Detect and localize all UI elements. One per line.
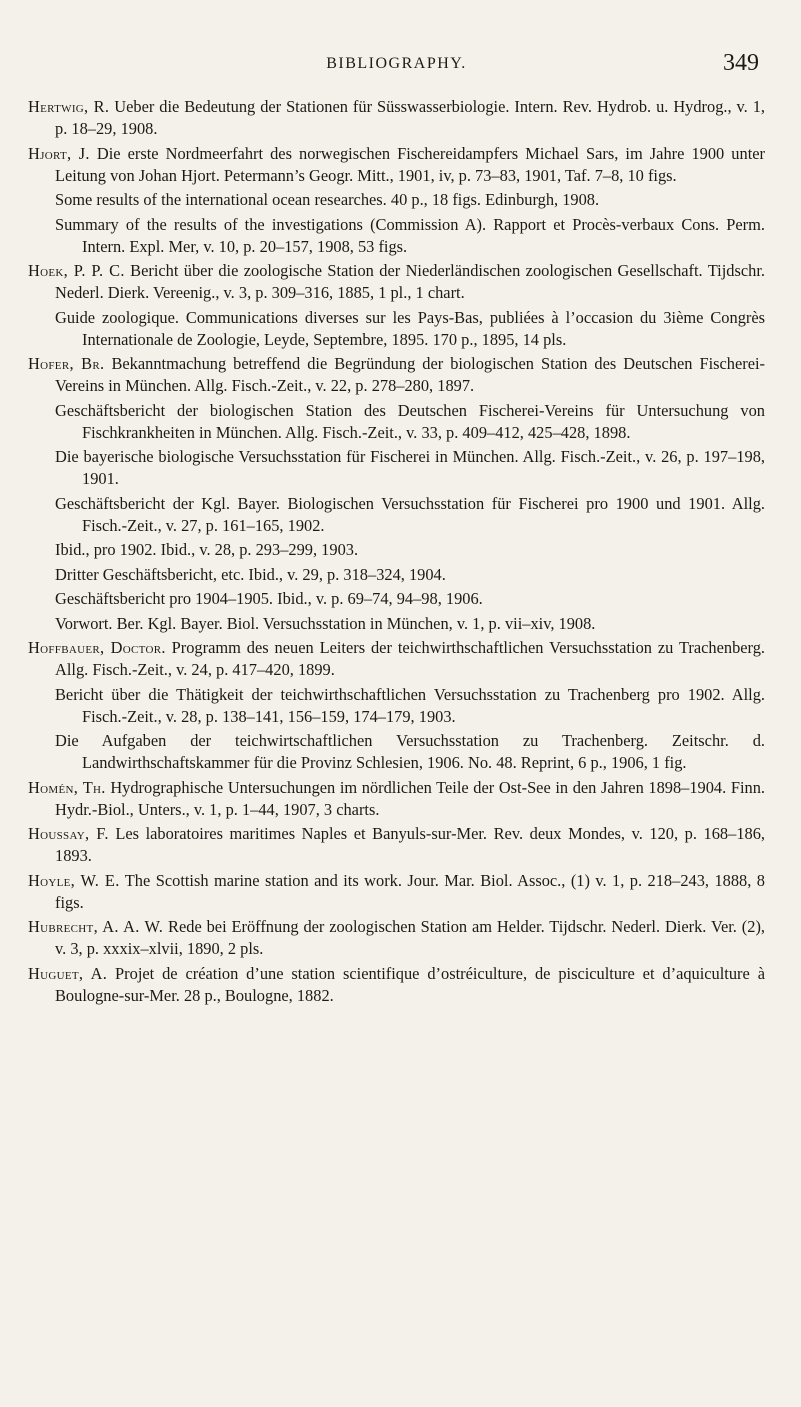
entry-text: Bericht über die zoologische Station der Niederländischen zoologischen Gesellschaft. Tijdschr. Nederl. Dierk. Vereenig., v. 3, p. 309–316, 1885, 1 pl., 1 chart. bbox=[55, 261, 765, 302]
entry-text: Programm des neuen Leiters der teichwirthschaftlichen Versuchsstation zu Trachenberg. Allg. Fisch.-Zeit., v. 24, p. 417–420, 1899. bbox=[55, 638, 765, 679]
entry-text: Projet de création d’une station scientifique d’ostréiculture, de pisciculture et d’aquiculture à Boulogne-sur-Mer. 28 p., Boulogne, 1882. bbox=[55, 963, 765, 1005]
running-title: BIBLIOGRAPHY. bbox=[326, 55, 467, 72]
entry-text: Bekanntmachung betreffend die Begründung der biologischen Station des Deutschen Fischerei-Vereins in München. Allg. Fisch.-Zeit., v. 22, p. 278–280, 1897. bbox=[55, 354, 765, 395]
bibliography-entry bbox=[55, 493, 765, 537]
bibliography-entry bbox=[55, 613, 765, 635]
bibliography-entry bbox=[28, 353, 765, 397]
entry-text: Les laboratoires maritimes Naples et Banyuls-sur-Mer. Rev. deux Mondes, v. 120, p. 168–186, 1893. bbox=[55, 824, 765, 865]
entry-author: Hoffbauer, Doctor. bbox=[28, 638, 166, 657]
entry-author: Hjort, J. bbox=[28, 143, 90, 163]
bibliography-entry bbox=[28, 916, 765, 960]
bibliography-entry bbox=[55, 214, 765, 258]
entry-author: Hoek, P. P. C. bbox=[28, 261, 125, 280]
bibliography-entry bbox=[55, 539, 765, 561]
entry-text: Geschäftsbericht der biologischen Station des Deutschen Fischerei-Vereins für Untersuchung von Fischkrankheiten in München. Allg. Fisch.-Zeit., v. 33, p. 409–412, 425–428, 1898. bbox=[55, 400, 765, 442]
bibliography-entry bbox=[28, 823, 765, 867]
bibliography-list bbox=[28, 96, 765, 1007]
entry-text: Bericht über die Thätigkeit der teichwirthschaftlichen Versuchsstation zu Trachenberg pro 1902. Allg. Fisch.-Zeit., v. 28, p. 138–141, 156–159, 174–179, 1903. bbox=[55, 684, 765, 726]
bibliography-entry bbox=[28, 637, 765, 681]
entry-author: Huguet, A. bbox=[28, 963, 108, 983]
entry-text: Geschäftsbericht der Kgl. Bayer. Biologischen Versuchsstation für Fischerei pro 1900 und 1901. Allg. Fisch.-Zeit., v. 27, p. 161–165, 1902. bbox=[55, 493, 765, 535]
page-number: 349 bbox=[723, 50, 759, 76]
bibliography-entry bbox=[28, 143, 765, 187]
bibliography-entry bbox=[28, 963, 765, 1007]
entry-text: Die bayerische biologische Versuchsstation für Fischerei in München. Allg. Fisch.-Zeit., v. 26, p. 197–198, 1901. bbox=[55, 447, 765, 488]
entry-text: Die erste Nordmeerfahrt des norwegischen Fischereidampfers Michael Sars, im Jahre 1900 unter Leitung von Johan Hjort. Petermann’s Geogr. Mitt., 1901, iv, p. 73–83, 1901, Taf. 7–8, 10 figs. bbox=[55, 143, 765, 185]
entry-text: Vorwort. Ber. Kgl. Bayer. Biol. Versuchsstation in München, v. 1, p. vii–xiv, 1908. bbox=[55, 613, 596, 633]
entry-author: Hertwig, R. bbox=[28, 97, 110, 116]
bibliography-entry bbox=[28, 777, 765, 821]
bibliography-entry bbox=[55, 189, 765, 211]
bibliography-entry bbox=[55, 446, 765, 490]
running-head bbox=[28, 50, 765, 80]
entry-author: Hofer, Br. bbox=[28, 354, 105, 373]
entry-text: Some results of the international ocean researches. 40 p., 18 figs. Edinburgh, 1908. bbox=[55, 190, 600, 209]
entry-text: Hydrographische Untersuchungen im nördlichen Teile der Ost-See in den Jahren 1898–1904. Finn. Hydr.-Biol., Unters., v. 1, p. 1–44, 1907, 3 charts. bbox=[55, 777, 765, 819]
entry-text: The Scottish marine station and its work. Jour. Mar. Biol. Assoc., (1) v. 1, p. 218–243, 1888, 8 figs. bbox=[55, 870, 765, 912]
entry-text: Summary of the results of the investigations (Commission A). Rapport et Procès-verbaux Cons. Perm. Intern. Expl. Mer, v. 10, p. 20–157, 1908, 53 figs. bbox=[55, 214, 765, 256]
bibliography-entry bbox=[28, 96, 765, 140]
entry-text: Geschäftsbericht pro 1904–1905. Ibid., v. p. 69–74, 94–98, 1906. bbox=[55, 589, 483, 608]
bibliography-entry bbox=[28, 260, 765, 304]
bibliography-entry bbox=[28, 870, 765, 914]
entry-text: Guide zoologique. Communications diverses sur les Pays-Bas, publiées à l’occasion du 3ième Congrès Internationale de Zoologie, Leyde, Septembre, 1895. 170 p., 1895, 14 pls. bbox=[55, 307, 765, 349]
entry-text: Rede bei Eröffnung der zoologischen Station am Helder. Tijdschr. Nederl. Dierk. Ver. (2), v. 3, p. xxxix–xlvii, 1890, 2 pls. bbox=[55, 917, 765, 958]
bibliography-entry bbox=[55, 307, 765, 351]
bibliography-entry bbox=[55, 730, 765, 774]
entry-text: Die Aufgaben der teichwirtschaftlichen Versuchsstation zu Trachenberg. Zeitschr. d. Landwirthschaftskammer für die Provinz Schlesien, 1906. No. 48. Reprint, 6 p., 1906, 1 fig. bbox=[55, 731, 765, 772]
entry-author: Homén, Th. bbox=[28, 777, 106, 797]
bibliography-entry bbox=[55, 684, 765, 728]
entry-author: Hubrecht, A. A. W. bbox=[28, 917, 164, 936]
entry-author: Hoyle, W. E. bbox=[28, 870, 120, 890]
entry-text: Ueber die Bedeutung der Stationen für Süsswasserbiologie. Intern. Rev. Hydrob. u. Hydrog., v. 1, p. 18–29, 1908. bbox=[55, 97, 766, 138]
bibliography-entry bbox=[55, 564, 765, 586]
entry-text: Ibid., pro 1902. Ibid., v. 28, p. 293–299, 1903. bbox=[55, 540, 359, 559]
entry-author: Houssay, F. bbox=[28, 824, 109, 843]
entry-text: Dritter Geschäftsbericht, etc. Ibid., v. 29, p. 318–324, 1904. bbox=[55, 564, 446, 584]
bibliography-entry bbox=[55, 400, 765, 444]
bibliography-entry bbox=[55, 588, 765, 610]
